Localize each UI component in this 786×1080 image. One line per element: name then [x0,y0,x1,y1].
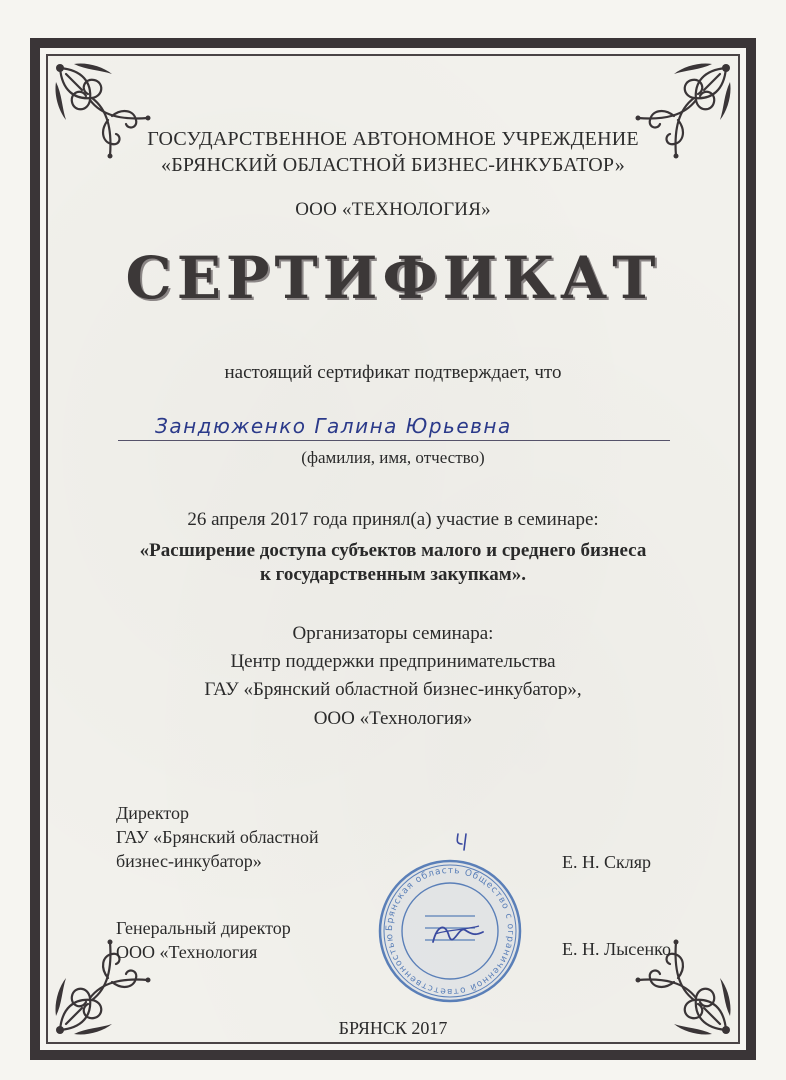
recipient-name: Зандюженко Галина Юрьевна [155,414,512,438]
event-topic-line-2: к государственным закупкам». [259,564,526,585]
certificate-title: СЕРТИФИКАТ [125,244,661,312]
name-caption: (фамилия, имя, отчество) [301,448,485,467]
seal-text: Брянская область Общество с ограниченной ответственностью [384,865,516,997]
organizer-line-3: ООО «Технология» [313,708,473,729]
round-seal-icon [375,856,525,1006]
general-title-line: ООО «Технология [116,942,258,962]
organizer-line-2: ГАУ «Брянский областной бизнес-инкубатор», [204,679,582,700]
director-title-line: Директор [116,803,190,823]
event-date-line: 26 апреля 2017 года принял(а) участие в семинаре: [187,509,599,530]
director-name: Е. Н. Скляр [562,852,652,872]
general-title-line: Генеральный директор [116,918,291,938]
name-underline [118,440,670,441]
general-director-title [116,916,291,964]
director-title-line: ГАУ «Брянский областной [116,827,319,847]
signature-tick-icon [452,830,476,854]
director-title-line: бизнес-инкубатор» [116,851,262,871]
director-title [116,801,319,873]
header-line-2: «БРЯНСКИЙ ОБЛАСТНОЙ БИЗНЕС-ИНКУБАТОР» [161,154,625,176]
header-line-3: ООО «ТЕХНОЛОГИЯ» [295,199,491,220]
general-director-name: Е. Н. Лысенко [562,939,671,959]
header-line-1: ГОСУДАРСТВЕННОЕ АВТОНОМНОЕ УЧРЕЖДЕНИЕ [147,128,639,150]
organizer-line-1: Центр поддержки предпринимательства [230,651,556,672]
confirm-text: настоящий сертификат подтверждает, что [224,362,562,383]
organizers-heading: Организаторы семинара: [292,623,494,644]
city-year: БРЯНСК 2017 [338,1018,448,1038]
event-topic-line-1: «Расширение доступа субъектов малого и среднего бизнеса [139,540,647,561]
